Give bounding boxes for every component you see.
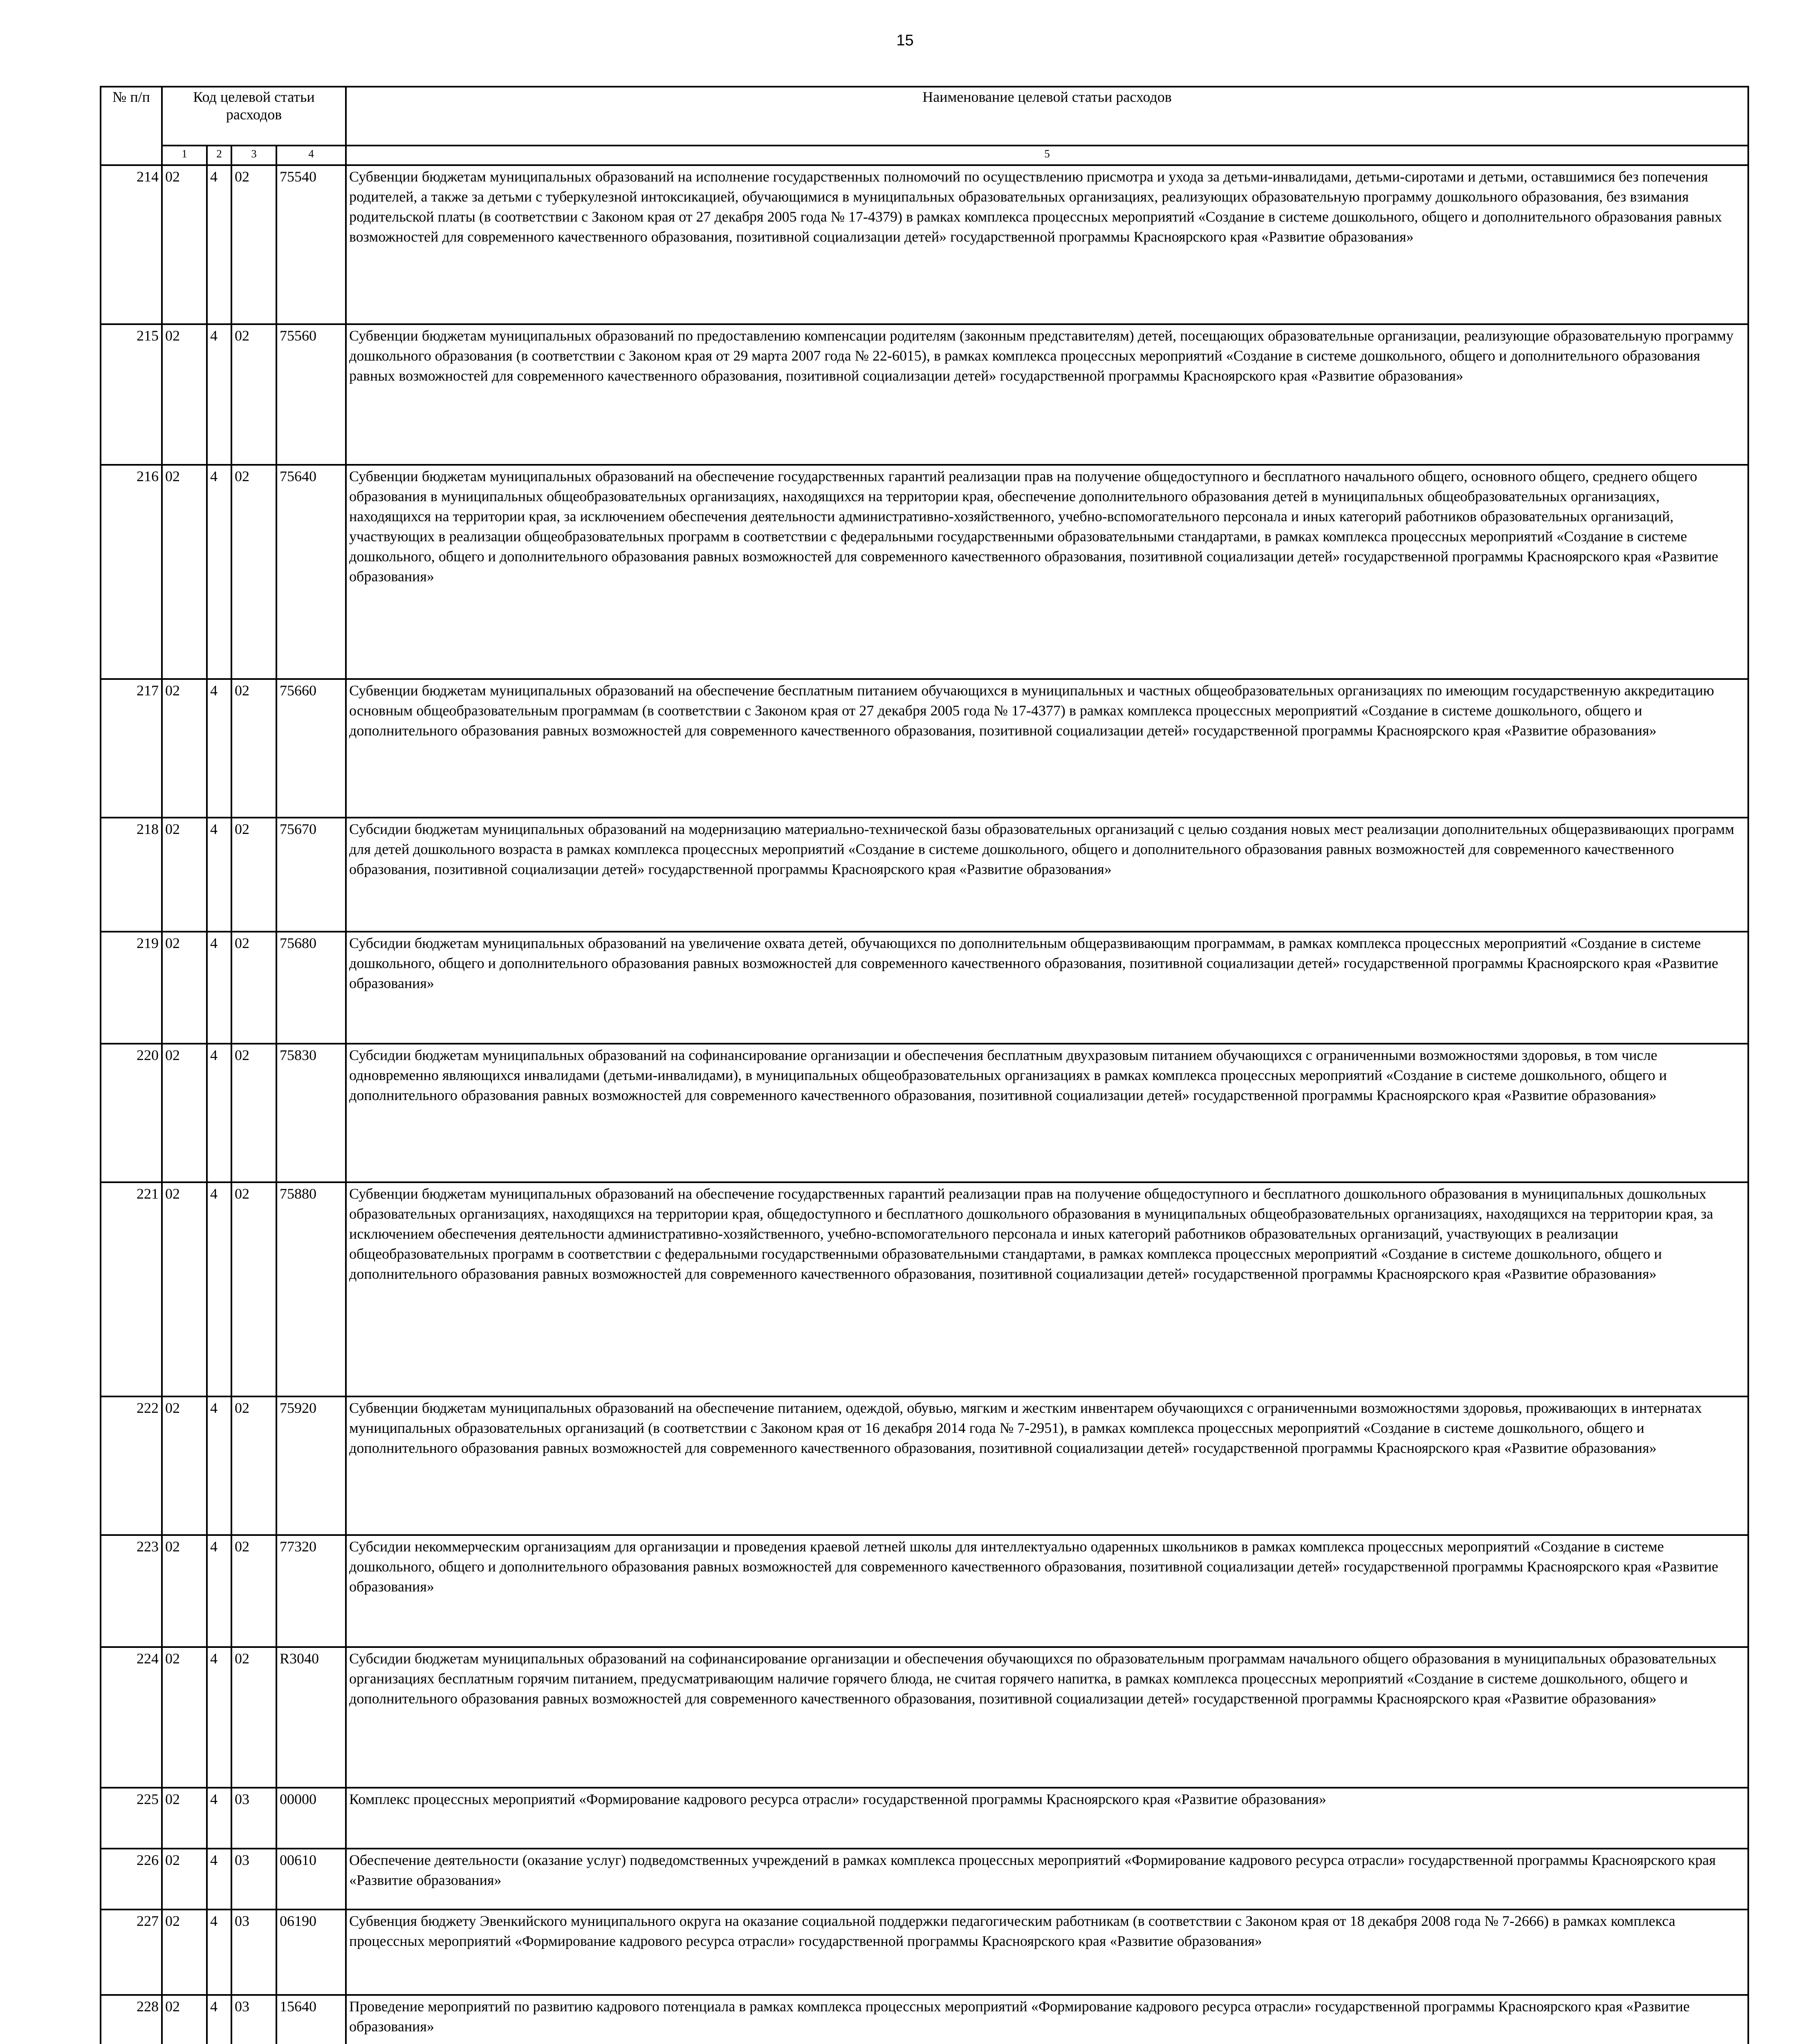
row-description: Субвенции бюджетам муниципальных образований на обеспечение питанием, одеждой, обувью, мягким и жестким инвентарем обучающихся с ограниченными возможностями здоровья, проживающих в интернатах муниципальных образовательных организаций (в соответствии с Законом края от 16 декабря 2014 года № 7-2951), в рамках комплекса процессных мероприятий «Создание в системе дошкольного, общего и дополнительного образования равных возможностей для современного качественного образования, позитивной социализации детей» государственной программы Красноярского края «Развитие образования» — [346, 1396, 1748, 1535]
code-direction: 75920 — [276, 1396, 346, 1535]
table-row — [101, 465, 1748, 679]
code-program: 02 — [162, 1182, 207, 1396]
row-number: 224 — [101, 1647, 162, 1788]
code-complex: 02 — [231, 932, 276, 1044]
table-row — [101, 1396, 1748, 1535]
row-number: 215 — [101, 324, 162, 465]
table-row — [101, 1182, 1748, 1396]
table-row — [101, 818, 1748, 932]
row-description: Субсидии бюджетам муниципальных образований на софинансирование организации и обеспечения обучающихся по образовательным программам начального общего образования в муниципальных образовательных организациях бесплатным горячим питанием, предусматривающим наличие горячего блюда, не считая горячего напитка, в рамках комплекса процессных мероприятий «Создание в системе дошкольного, общего и дополнительного образования равных возможностей для современного качественного образования, позитивной социализации детей» государственной программы Красноярского края «Развитие образования» — [346, 1647, 1748, 1788]
code-program: 02 — [162, 1788, 207, 1849]
row-number: 223 — [101, 1535, 162, 1647]
code-direction: 77320 — [276, 1535, 346, 1647]
code-subprogram-type: 4 — [207, 1788, 231, 1849]
column-number: 4 — [276, 146, 346, 165]
row-description: Комплекс процессных мероприятий «Формирование кадрового ресурса отрасли» государственной программы Красноярского края «Развитие образования» — [346, 1788, 1748, 1849]
row-number: 221 — [101, 1182, 162, 1396]
row-number: 228 — [101, 1995, 162, 2044]
row-number: 222 — [101, 1396, 162, 1535]
code-subprogram-type: 4 — [207, 1396, 231, 1535]
code-subprogram-type: 4 — [207, 324, 231, 465]
code-complex: 02 — [231, 1182, 276, 1396]
code-direction: 00000 — [276, 1788, 346, 1849]
code-subprogram-type: 4 — [207, 1182, 231, 1396]
code-program: 02 — [162, 1396, 207, 1535]
row-number: 214 — [101, 165, 162, 324]
code-direction: 75640 — [276, 465, 346, 679]
row-description: Субсидии бюджетам муниципальных образований на модернизацию материально-технической базы образовательных организаций с целью создания новых мест реализации дополнительных общеразвивающих программ для детей дошкольного возраста в рамках комплекса процессных мероприятий «Создание в системе дошкольного, общего и дополнительного образования равных возможностей для современного качественного образования, позитивной социализации детей» государственной программы Красноярского края «Развитие образования» — [346, 818, 1748, 932]
code-complex: 03 — [231, 1910, 276, 1995]
table-row — [101, 165, 1748, 324]
column-number: 3 — [231, 146, 276, 165]
code-direction: 75560 — [276, 324, 346, 465]
code-program: 02 — [162, 679, 207, 818]
row-number: 226 — [101, 1849, 162, 1910]
code-subprogram-type: 4 — [207, 818, 231, 932]
row-description: Субвенции бюджетам муниципальных образований на обеспечение государственных гарантий реализации прав на получение общедоступного и бесплатного дошкольного образования в муниципальных дошкольных образовательных организациях, находящихся на территории края, общедоступного и бесплатного дошкольного образования в муниципальных общеобразовательных организациях, находящихся на территории края, за исключением обеспечения деятельности административно-хозяйственного, учебно-вспомогательного персонала и иных категорий работников образовательных организаций, участвующих в реализации общеобразовательных программ в соответствии с федеральными государственными образовательными стандартами, в рамках комплекса процессных мероприятий «Создание в системе дошкольного, общего и дополнительного образования равных возможностей для современного качественного образования, позитивной социализации детей» государственной программы Красноярского края «Развитие образования» — [346, 1182, 1748, 1396]
table-row — [101, 1535, 1748, 1647]
code-subprogram-type: 4 — [207, 1849, 231, 1910]
code-subprogram-type: 4 — [207, 1647, 231, 1788]
column-numbers-row — [101, 146, 1748, 165]
column-number: 1 — [162, 146, 207, 165]
table-row — [101, 932, 1748, 1044]
table-row — [101, 1910, 1748, 1995]
code-complex: 03 — [231, 1788, 276, 1849]
code-program: 02 — [162, 1647, 207, 1788]
row-number: 227 — [101, 1910, 162, 1995]
code-program: 02 — [162, 165, 207, 324]
code-program: 02 — [162, 1910, 207, 1995]
code-complex: 02 — [231, 1396, 276, 1535]
row-number: 217 — [101, 679, 162, 818]
code-direction: R3040 — [276, 1647, 346, 1788]
code-program: 02 — [162, 465, 207, 679]
code-complex: 02 — [231, 465, 276, 679]
target-items-table — [100, 86, 1749, 2044]
code-subprogram-type: 4 — [207, 679, 231, 818]
code-complex: 02 — [231, 165, 276, 324]
code-subprogram-type: 4 — [207, 1910, 231, 1995]
code-program: 02 — [162, 324, 207, 465]
row-number: 219 — [101, 932, 162, 1044]
row-description: Субсидии некоммерческим организациям для организации и проведения краевой летней школы для интеллектуально одаренных школьников в рамках комплекса процессных мероприятий «Создание в системе дошкольного, общего и дополнительного образования равных возможностей для современного качественного образования, позитивной социализации детей» государственной программы Красноярского края «Развитие образования» — [346, 1535, 1748, 1647]
row-number: 220 — [101, 1044, 162, 1182]
code-complex: 02 — [231, 1044, 276, 1182]
row-description: Субвенции бюджетам муниципальных образований на обеспечение государственных гарантий реализации прав на получение общедоступного и бесплатного начального общего, основного общего, среднего общего образования в муниципальных общеобразовательных организациях, находящихся на территории края, обеспечение дополнительного образования детей в муниципальных общеобразовательных организациях, находящихся на территории края, за исключением обеспечения деятельности административно-хозяйственного, учебно-вспомогательного персонала и иных категорий работников образовательных организаций, участвующих в реализации общеобразовательных программ в соответствии с федеральными государственными образовательными стандартами, в рамках комплекса процессных мероприятий «Создание в системе дошкольного, общего и дополнительного образования равных возможностей для современного качественного образования, позитивной социализации детей» государственной программы Красноярского края «Развитие образования» — [346, 465, 1748, 679]
table-row — [101, 1995, 1748, 2044]
table-row — [101, 1647, 1748, 1788]
header-code: Код целевой статьи расходов — [162, 87, 346, 146]
code-complex: 02 — [231, 818, 276, 932]
code-direction: 75540 — [276, 165, 346, 324]
row-number: 218 — [101, 818, 162, 932]
table-row — [101, 1044, 1748, 1182]
code-subprogram-type: 4 — [207, 1044, 231, 1182]
code-program: 02 — [162, 1044, 207, 1182]
header-name: Наименование целевой статьи расходов — [346, 87, 1748, 146]
table-row — [101, 1788, 1748, 1849]
code-subprogram-type: 4 — [207, 165, 231, 324]
code-subprogram-type: 4 — [207, 1995, 231, 2044]
code-complex: 02 — [231, 324, 276, 465]
code-complex: 02 — [231, 1535, 276, 1647]
row-description: Субсидии бюджетам муниципальных образований на софинансирование организации и обеспечения бесплатным двухразовым питанием обучающихся с ограниченными возможностями здоровья, в том числе одновременно являющихся инвалидами (детьми-инвалидами), в муниципальных общеобразовательных организациях в рамках комплекса процессных мероприятий «Создание в системе дошкольного, общего и дополнительного образования равных возможностей для современного качественного образования, позитивной социализации детей» государственной программы Красноярского края «Развитие образования» — [346, 1044, 1748, 1182]
code-subprogram-type: 4 — [207, 1535, 231, 1647]
code-direction: 75670 — [276, 818, 346, 932]
code-direction: 75660 — [276, 679, 346, 818]
table-row — [101, 1849, 1748, 1910]
table-body — [101, 165, 1748, 2044]
row-description: Проведение мероприятий по развитию кадрового потенциала в рамках комплекса процессных мероприятий «Формирование кадрового ресурса отрасли» государственной программы Красноярского края «Развитие образования» — [346, 1995, 1748, 2044]
code-complex: 03 — [231, 1849, 276, 1910]
column-number: 2 — [207, 146, 231, 165]
code-program: 02 — [162, 932, 207, 1044]
row-description: Субвенция бюджету Эвенкийского муниципального округа на оказание социальной поддержки педагогическим работникам (в соответствии с Законом края от 18 декабря 2008 года № 7-2666) в рамках комплекса процессных мероприятий «Формирование кадрового ресурса отрасли» государственной программы Красноярского края «Развитие образования» — [346, 1910, 1748, 1995]
code-subprogram-type: 4 — [207, 465, 231, 679]
code-program: 02 — [162, 1849, 207, 1910]
code-complex: 02 — [231, 679, 276, 818]
table-row — [101, 324, 1748, 465]
code-subprogram-type: 4 — [207, 932, 231, 1044]
row-description: Субвенции бюджетам муниципальных образований на обеспечение бесплатным питанием обучающихся в муниципальных и частных общеобразовательных организациях по имеющим государственную аккредитацию основным общеобразовательным программам (в соответствии с Законом края от 27 декабря 2005 года № 17-4377) в рамках комплекса процессных мероприятий «Создание в системе дошкольного, общего и дополнительного образования равных возможностей для современного качественного образования, позитивной социализации детей» государственной программы Красноярского края «Развитие образования» — [346, 679, 1748, 818]
row-number: 216 — [101, 465, 162, 679]
row-description: Субвенции бюджетам муниципальных образований на исполнение государственных полномочий по осуществлению присмотра и ухода за детьми-инвалидами, детьми-сиротами и детьми, оставшимися без попечения родителей, а также за детьми с туберкулезной интоксикацией, обучающимися в муниципальных образовательных организациях, реализующих образовательную программу дошкольного образования, без взимания родительской платы (в соответствии с Законом края от 27 декабря 2005 года № 17-4379) в рамках комплекса процессных мероприятий «Создание в системе дошкольного, общего и дополнительного образования равных возможностей для современного качественного образования, позитивной социализации детей» государственной программы Красноярского края «Развитие образования» — [346, 165, 1748, 324]
table-header-row — [101, 87, 1748, 146]
table-row — [101, 679, 1748, 818]
code-direction: 00610 — [276, 1849, 346, 1910]
row-description: Обеспечение деятельности (оказание услуг) подведомственных учреждений в рамках комплекса процессных мероприятий «Формирование кадрового ресурса отрасли» государственной программы Красноярского края «Развитие образования» — [346, 1849, 1748, 1910]
code-direction: 06190 — [276, 1910, 346, 1995]
row-number: 225 — [101, 1788, 162, 1849]
row-description: Субвенции бюджетам муниципальных образований по предоставлению компенсации родителям (законным представителям) детей, посещающих образовательные организации, реализующие образовательную программу дошкольного образования (в соответствии с Законом края от 29 марта 2007 года № 22-6015), в рамках комплекса процессных мероприятий «Создание в системе дошкольного, общего и дополнительного образования равных возможностей для современного качественного образования, позитивной социализации детей» государственной программы Красноярского края «Развитие образования» — [346, 324, 1748, 465]
code-direction: 75880 — [276, 1182, 346, 1396]
code-complex: 03 — [231, 1995, 276, 2044]
code-direction: 75680 — [276, 932, 346, 1044]
header-num: № п/п — [101, 87, 162, 165]
code-program: 02 — [162, 1995, 207, 2044]
column-number: 5 — [346, 146, 1748, 165]
code-complex: 02 — [231, 1647, 276, 1788]
code-program: 02 — [162, 818, 207, 932]
code-direction: 75830 — [276, 1044, 346, 1182]
row-description: Субсидии бюджетам муниципальных образований на увеличение охвата детей, обучающихся по дополнительным общеразвивающим программам, в рамках комплекса процессных мероприятий «Создание в системе дошкольного, общего и дополнительного образования равных возможностей для современного качественного образования, позитивной социализации детей» государственной программы Красноярского края «Развитие образования» — [346, 932, 1748, 1044]
code-program: 02 — [162, 1535, 207, 1647]
page-number: 15 — [896, 32, 914, 49]
code-direction: 15640 — [276, 1995, 346, 2044]
